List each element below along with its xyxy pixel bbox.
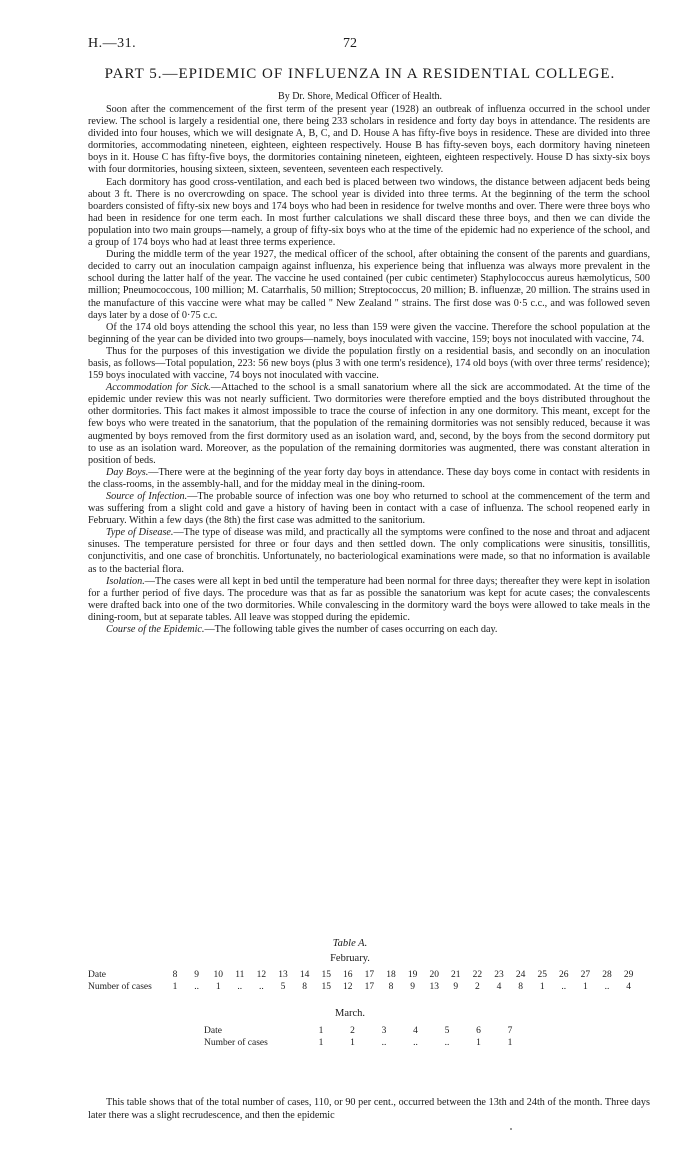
table-cell-date: 29 [623,970,634,980]
table-cell-cases: 15 [321,982,331,992]
paragraph-body: —The type of disease was mild, and practically all the symptoms were confined to the nose and throat and adjacent sinuses. The temperature persisted for three or four days and then settled down. The only complications were sinusitis, tonsillitis, conjunctivitis, and one case of bronchitis. Unfortunately, no bacteriological examinations were made, so that no information is available as to the bacterial flora. [88,527,650,575]
table-cell-date: 15 [321,970,331,980]
table-cell-cases: 4 [496,982,502,992]
table-cell-date: 6 [476,1026,481,1036]
table-cell-cases: 12 [343,982,353,992]
table-cell-date: 16 [343,970,353,980]
byline: By Dr. Shore, Medical Officer of Health. [278,91,442,102]
table-cell-date: 8 [172,970,178,980]
paragraph-heading: Day Boys. [106,466,149,478]
table-cell-cases: .. [381,1038,387,1048]
table-cell-date: 18 [386,970,396,980]
table-cell-cases: 2 [475,982,480,992]
report-reference: H.—31. [88,36,137,51]
table-cell-date: 21 [451,970,461,980]
table-row-february-cases [88,982,648,994]
table-cell-cases: .. [237,982,243,992]
table-cell-cases: 1 [583,982,588,992]
table-cell-date: 22 [472,970,483,980]
table-cell-date: 25 [537,970,547,980]
paragraph [88,382,650,467]
table-cell-cases: 1 [215,982,221,992]
paragraph: Thus for the purposes of this investigation we divide the population firstly on a residential basis, and secondly on an inoculation basis, as follows—Total population, 223: 56 new boys (plus 3 with one term's residence), 174 old boys (with over three terms' residence); 159 boys inoculated with vaccine, 74 boys not inoculated with vaccine. [88,345,650,382]
paragraph [88,467,650,491]
table-cell-cases: 17 [364,982,375,992]
table-cell-date: 14 [299,970,310,980]
table-cell-date: 1 [318,1026,324,1036]
paragraph-body: —Attached to the school is a small sanatorium where all the sick are accommodated. At the time of the epidemic under review this was not nearly sufficient. Two dormitories were therefore emptied and the boys distributed throughout the other dormitories. This fact makes it almost impossible to trace the course of infection in any one dormitory. This meant, except for the few boys who were treated in the sanatorium, that the population of the remaining dormitories was not sensibly reduced, because it was augmented by boys removed from the first dormitory used as an isolation ward, and, second, by the boys from the second dormitory put to use as an isolation ward. Moreover, as the population of the remaining dormitories was augmented, there was constant alteration in position of beds. [88,382,651,466]
table-cell-cases: .. [561,982,567,992]
table-cell-cases: 1 [539,982,545,992]
table-cell-date: 4 [413,1026,418,1036]
paragraph-body: —The following table gives the number of cases occurring on each day. [204,624,498,636]
table-month-february: February. [330,953,370,964]
table-cell-date: 23 [494,970,504,980]
date-label: Date [88,970,106,980]
table-cell-date: 12 [256,970,267,980]
table-cell-date: 13 [278,970,288,980]
cases-label: Number of cases [88,982,152,992]
table-cell-date: 20 [429,970,439,980]
table-cell-date: 17 [364,970,375,980]
table-cell-date: 10 [213,970,223,980]
paragraph: This table shows that of the total number of cases, 110, or 90 per cent., occurred between the 13th and 24th of the month. Three days later there was a slight recrudescence, and then the epidemic [88,1097,650,1121]
paragraph [88,576,650,624]
paragraph: Each dormitory has good cross-ventilation, and each bed is placed between two windows, the distance between adjacent beds being about 3 ft. There is no overcrowding on space. The school year is divided into three terms. At the beginning of the term the school boarders consisted of fifty-six new boys and 174 boys who had been in residence for twelve months and over. There were three boys who had been in residence for one term each. In most further calculations we shall discard these three boys, and then we can divide the population into two main groups—namely, a group of fifty-six boys who at the time of the epidemic had no experience of the school, and a group of 174 boys who had at least three terms experience. [88,176,650,249]
table-month-march: March. [334,1008,366,1019]
table-cell-cases: .. [413,1038,418,1048]
table-cell-cases: .. [194,982,199,992]
table-cell-cases: .. [604,982,610,992]
paragraph-heading: Isolation. [106,575,145,587]
date-label: Date [204,1026,222,1036]
paragraph-heading: Accommodation for Sick. [106,382,211,394]
table-cell-cases: 5 [280,982,286,992]
table-cell-date: 9 [194,970,199,980]
table-caption: Table A. [332,938,368,949]
table-cell-date: 3 [381,1026,387,1036]
table-cell-date: 7 [507,1026,513,1036]
table-cell-cases: 13 [429,982,439,992]
paragraph-heading: Course of the Epidemic. [106,624,205,636]
body-text-continued [88,1097,650,1122]
table-cell-date: 28 [602,970,612,980]
table-cell-cases: 8 [388,982,394,992]
paragraph-heading: Source of Infection. [106,491,188,502]
body-text [88,104,650,636]
paragraph [88,624,650,636]
table-cell-cases: 8 [302,982,307,992]
paragraph-body: —The probable source of infection was one boy who returned to school at the commencement of the term and was suffering from a slight cold and gave a history of having been in contact with a case of influenza. The school reopened early in February. Within a few days (the 8th) the first case was admitted to the sanitorium. [88,491,650,527]
table-cell-cases: 9 [410,982,415,992]
table-cell-date: 2 [350,1026,355,1036]
table-cell-cases: .. [259,982,264,992]
table-cell-cases: 9 [453,982,459,992]
scan-speck [510,1128,512,1130]
table-cell-cases: 1 [507,1038,513,1048]
paragraph: During the middle term of the year 1927, the medical officer of the school, after obtaining the consent of the parents and guardians, decided to carry out an inoculation campaign against influenza, his experience being that influenza was always more prevalent in the school during the latter half of the year. The vaccine he used contained (per cubic centimeter) Staphylococcus aureus hæmolyticus, 500 million; Pneumococcous, 100 million; M. Catarrhalis, 50 million; Streptococcus, 20 million; B. influenzæ, 20 million. The strains used in the manufacture of this vaccine were what may be called " New Zealand " strains. The first dose was 0·5 c.c., and was followed seven days later by a dose of 0·75 c.c. [88,249,650,321]
table-cell-cases: 1 [172,982,178,992]
table-cell-cases: 1 [476,1038,481,1048]
paragraph [88,491,650,527]
paragraph-body: —The cases were all kept in bed until the temperature had been normal for three days; thereafter they were kept in isolation for a further period of five days. The procedure was that as far as possible the sanatorium was kept for acute cases; the convalescents were drafted back into one of the two dormitories. While convalescing in the dormitory ward the boys were allowed to take meals in the dining-room, but at separate tables. All leave was stopped during the epidemic. [88,575,650,623]
table-row-march-dates [204,1026,554,1038]
paragraph-body: —There were at the beginning of the year forty day boys in attendance. These day boys come in contact with residents in the class-rooms, in the assembly-hall, and for the midday meal in the dining-room. [88,466,650,490]
table-cell-cases: 4 [626,982,631,992]
cases-label: Number of cases [204,1038,268,1048]
table-cell-date: 27 [580,970,591,980]
table-cell-date: 11 [235,970,245,980]
page-number: 72 [343,36,357,51]
table-cell-cases: 1 [318,1038,324,1048]
table-cell-date: 24 [515,970,526,980]
table-row-february-dates [88,970,648,982]
section-title: PART 5.—EPIDEMIC OF INFLUENZA IN A RESIDENTIAL COLLEGE. [104,66,616,82]
paragraph: Of the 174 old boys attending the school this year, no less than 159 were given the vaccine. Therefore the school population at the beginning of the year can be divided into two groups—namely, boys inoculated with vaccine, 159; boys not inoculated with vaccine, 74. [88,321,650,345]
table-cell-cases: .. [444,1038,450,1048]
paragraph [88,527,650,575]
table-cell-date: 26 [559,970,569,980]
table-row-march-cases [204,1038,554,1050]
table-cell-cases: 8 [518,982,523,992]
paragraph: Soon after the commencement of the first term of the present year (1928) an outbreak of influenza occurred in the school under review. The school is largely a residential one, there being 233 scholars in residence and forty day boys in attendance. The residents are divided into four houses, which we will designate A, B, C, and D. House A has fifty-five boys in residence. These are divided into three dormitories, accommodating nineteen, eighteen, eighteen respectively. House B has fifty-seven boys, each dormitory having nineteen boys in it. House C has fifty-five boys, the dormitories containing nineteen, eighteen, eighteen respectively. House D has sixty-six boys with four dormitories, housing sixteen, sixteen, seventeen, seventeen each respectively. [88,104,650,176]
table-cell-cases: 1 [350,1038,355,1048]
table-cell-date: 5 [444,1026,450,1036]
table-cell-date: 19 [407,970,418,980]
paragraph-heading: Type of Disease. [106,527,174,539]
